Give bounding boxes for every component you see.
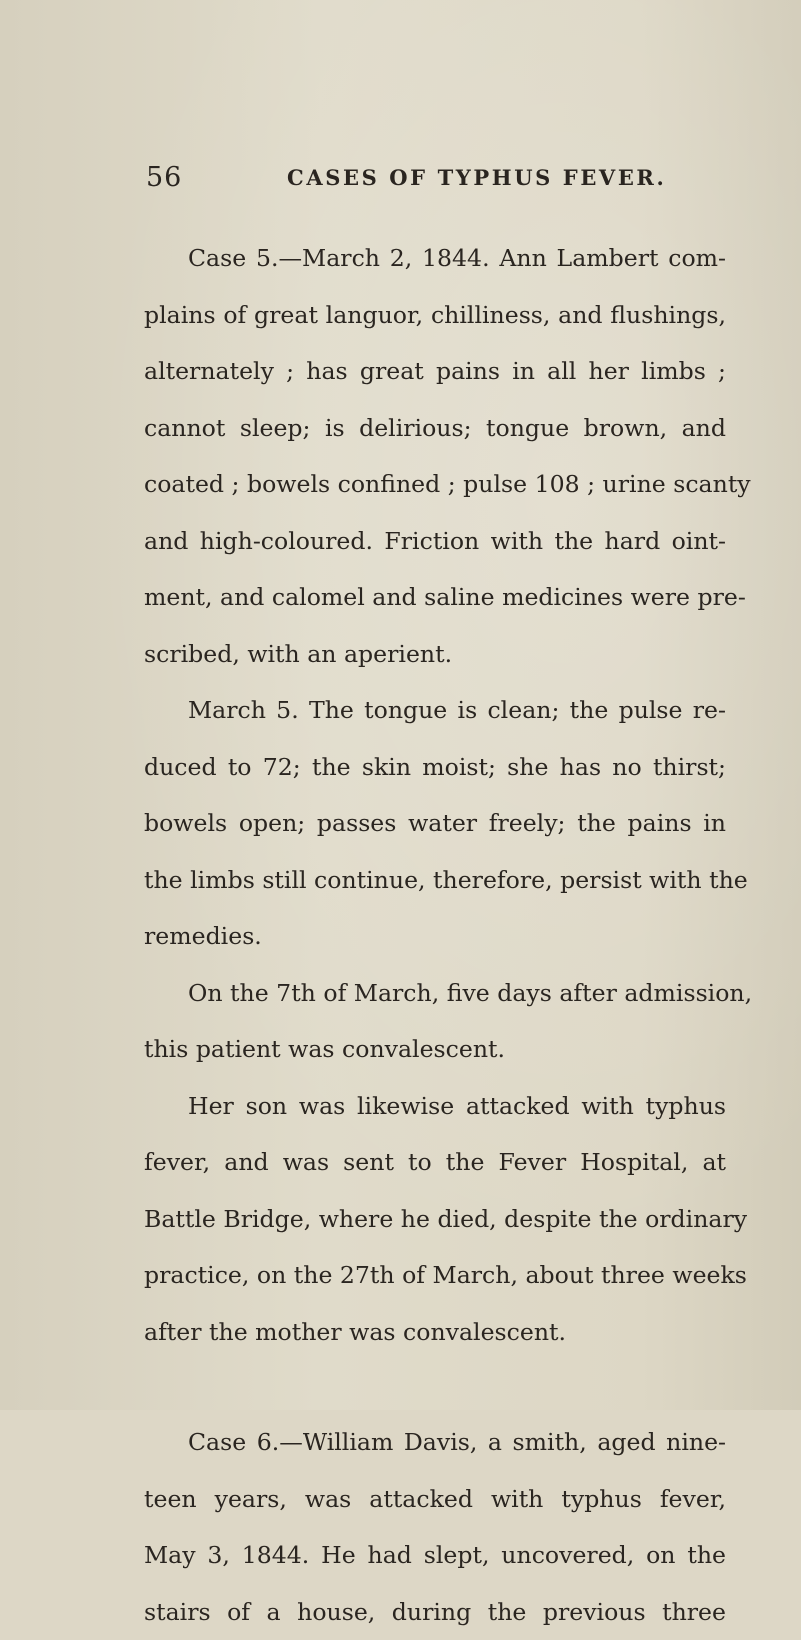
text-line: coated ; bowels confined ; pulse 108 ; urine scanty	[144, 456, 726, 513]
text-line: scribed, with an aperient.	[144, 626, 726, 683]
text-line: teen years, was attacked with typhus fever,	[144, 1471, 726, 1528]
text-line: and high-coloured. Friction with the hard oint-	[144, 513, 726, 570]
text-line: Case 5.—March 2, 1844. Ann Lambert com-	[144, 230, 726, 287]
text-line: May 3, 1844. He had slept, uncovered, on the	[144, 1527, 726, 1584]
text-line: plains of great languor, chilliness, and flushings,	[144, 287, 726, 344]
text-line: On the 7th of March, five days after admission,	[144, 965, 726, 1022]
running-title: CASES OF TYPHUS FEVER.	[287, 165, 666, 190]
text-line: alternately ; has great pains in all her limbs ;	[144, 343, 726, 400]
text-line: the limbs still continue, therefore, persist with the	[144, 852, 726, 909]
text-line: fever, and was sent to the Fever Hospital, at	[144, 1134, 726, 1191]
page-number: 56	[146, 162, 182, 193]
text-line: ment, and calomel and saline medicines were pre-	[144, 569, 726, 626]
paragraph-case-6	[144, 1414, 726, 1640]
section-gap	[144, 1360, 726, 1414]
text-line: after the mother was convalescent.	[144, 1304, 726, 1361]
paragraph-march-5	[144, 682, 726, 965]
text-line: practice, on the 27th of March, about three weeks	[144, 1247, 726, 1304]
text-line: bowels open; passes water freely; the pains in	[144, 795, 726, 852]
body-text	[144, 230, 726, 1640]
text-line: Her son was likewise attacked with typhus	[144, 1078, 726, 1135]
paragraph-son	[144, 1078, 726, 1361]
paragraph-convalescent	[144, 965, 726, 1078]
text-line: Battle Bridge, where he died, despite the ordinary	[144, 1191, 726, 1248]
text-line: remedies.	[144, 908, 726, 965]
text-line: Case 6.—William Davis, a smith, aged nine-	[144, 1414, 726, 1471]
text-line: duced to 72; the skin moist; she has no thirst;	[144, 739, 726, 796]
text-line: March 5. The tongue is clean; the pulse re-	[144, 682, 726, 739]
text-line: stairs of a house, during the previous three	[144, 1584, 726, 1640]
paragraph-case-5	[144, 230, 726, 682]
page-header	[146, 162, 766, 192]
text-line: cannot sleep; is delirious; tongue brown, and	[144, 400, 726, 457]
text-line: this patient was convalescent.	[144, 1021, 726, 1078]
